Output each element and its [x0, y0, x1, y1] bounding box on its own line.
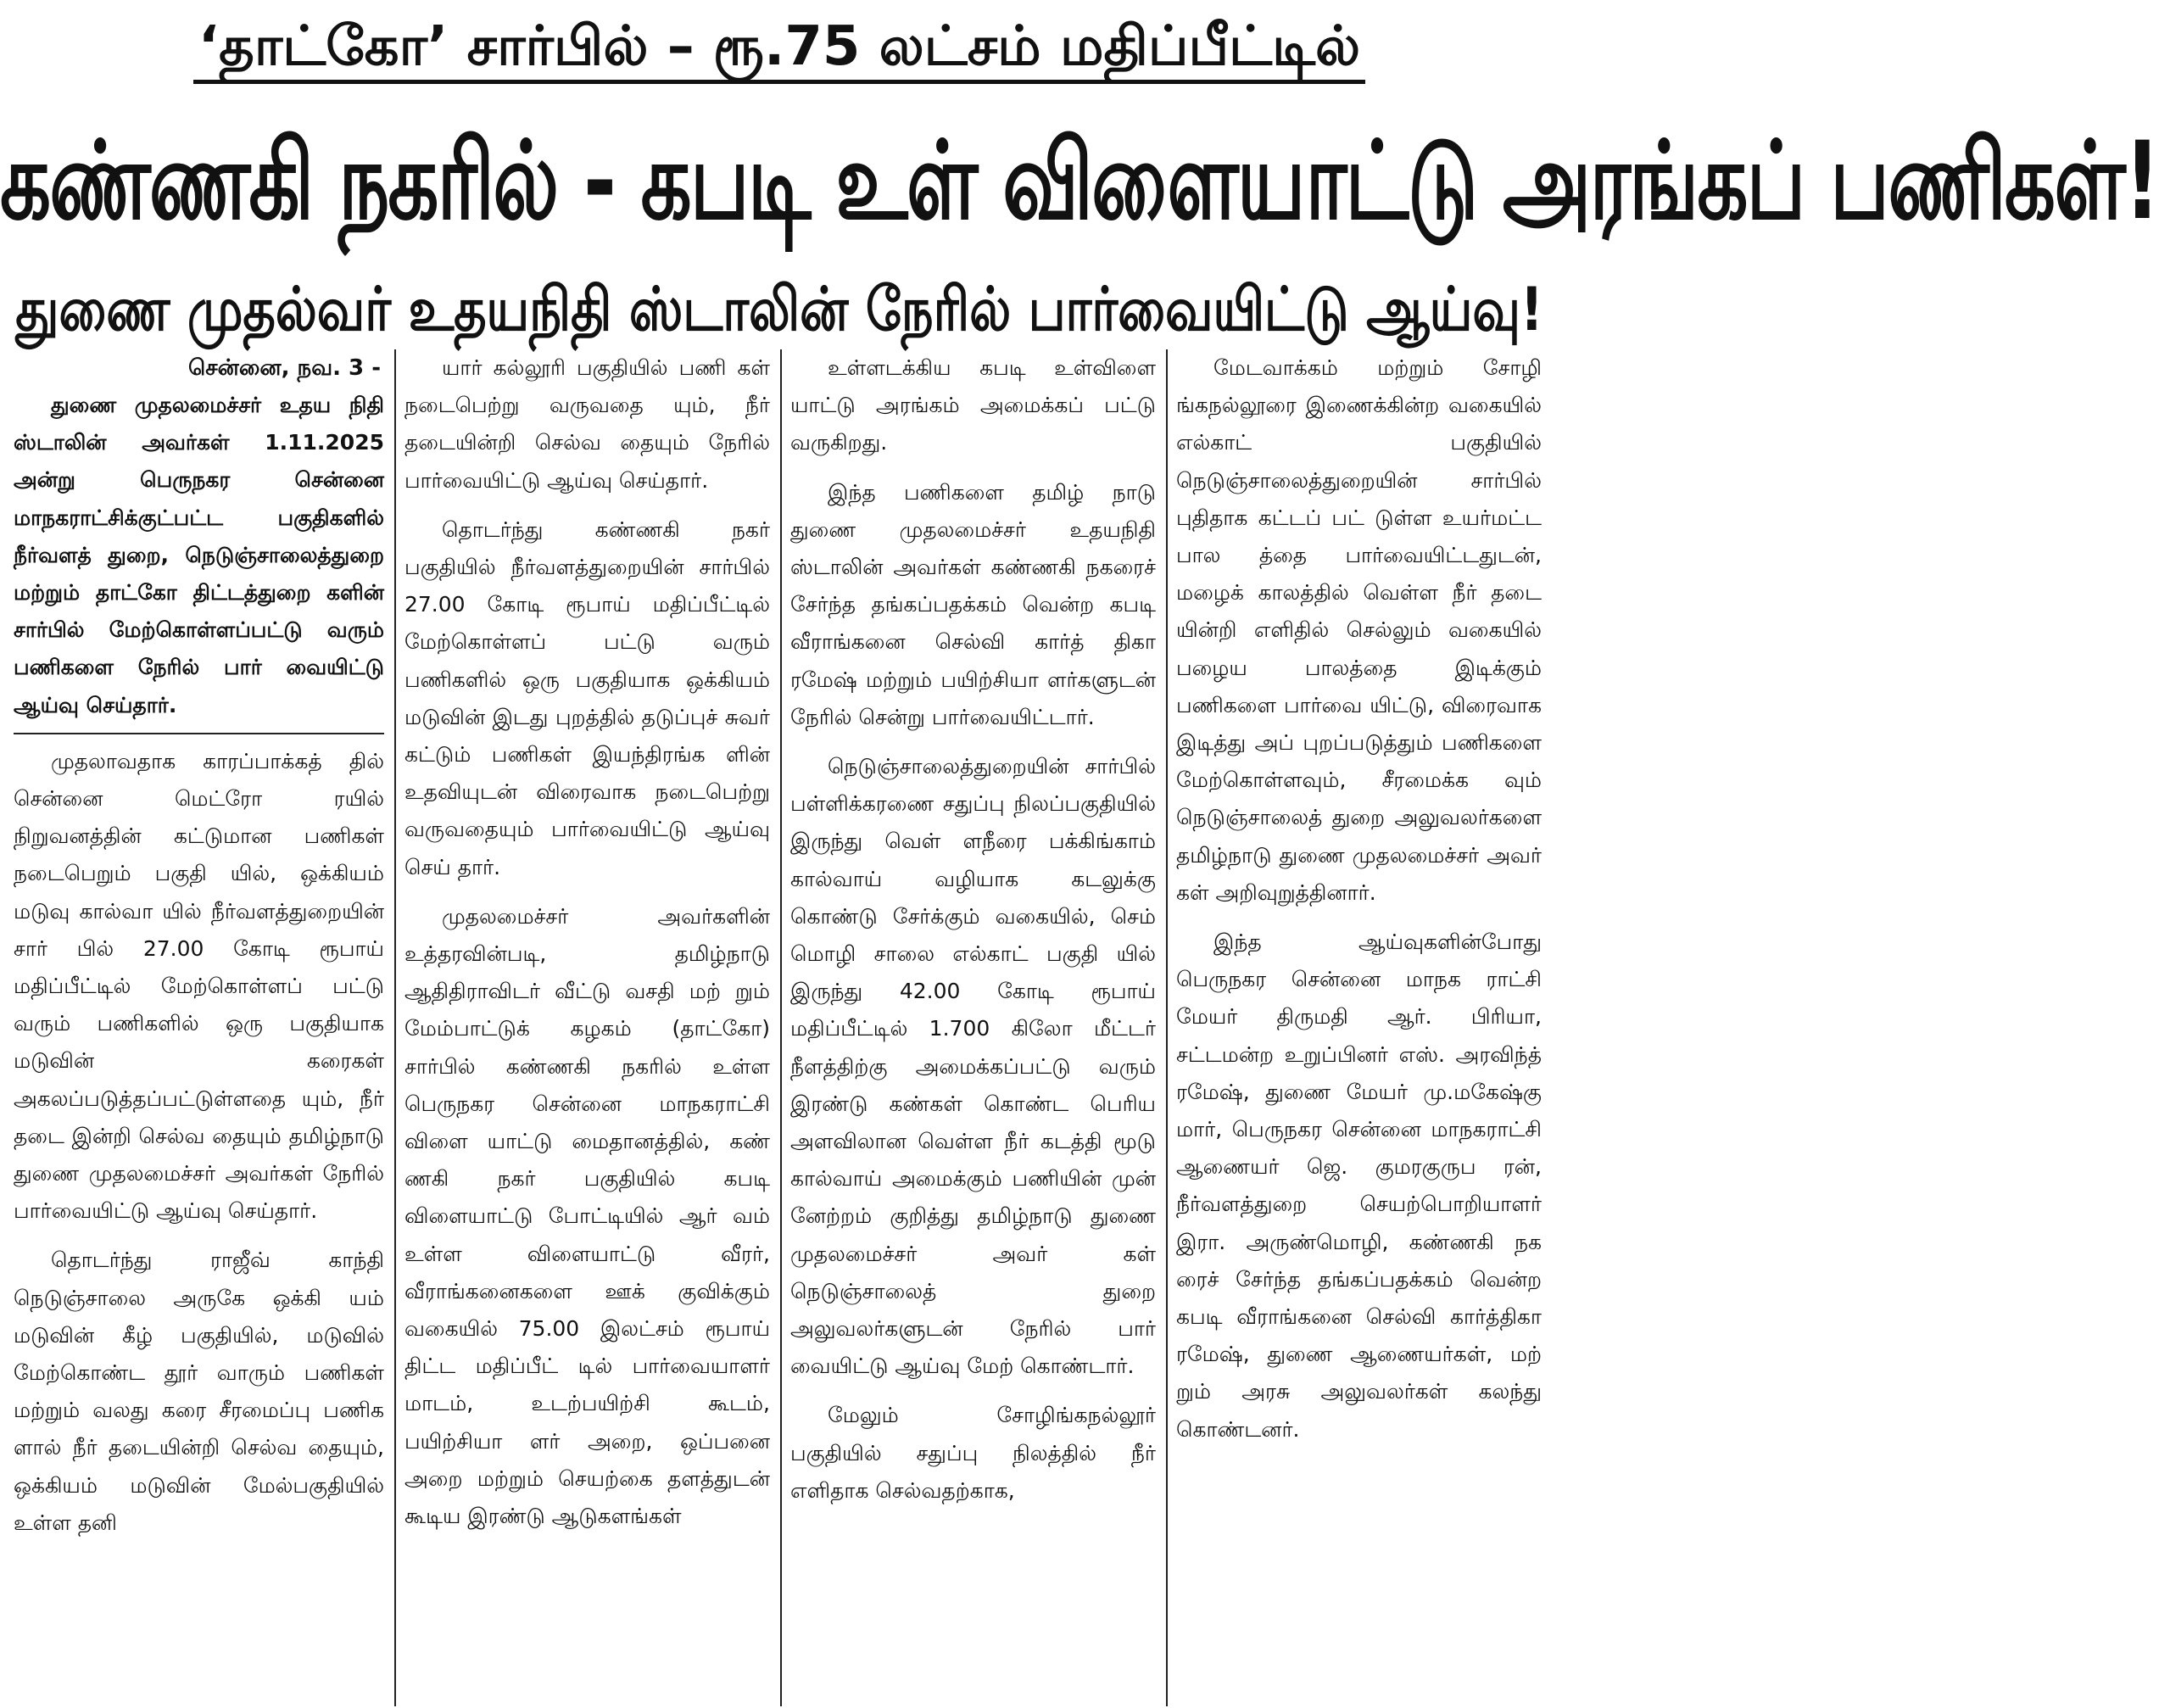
paragraph: முதலமைச்சர் அவர்களின் உத்தரவின்படி, தமிழ்நாடு ஆதிதிராவிடர் வீட்டு வசதி மற் றும் மேம்பாட்டுக் கழகம் (தாட்கோ) சார்பில் கண்ணகி நகரில் உள்ள பெருநகர சென்னை மாநகராட்சி விளை யாட்டு மைதானத்தில், கண் ணகி நகர் பகுதியில் கபடி விளையாட்டு போட்டியில் ஆர் வம் உள்ள விளையாட்டு வீரர், வீராங்கனைகளை ஊக் குவிக்கும் வகையில் 75.00 இலட்சம் ரூபாய் திட்ட மதிப்பீட் டில் பார்வையாளர் மாடம், உடற்பயிற்சி கூடம், பயிற்சியா ளர் அறை, ஒப்பனை அறை மற்றும் செயற்கை தளத்துடன் கூடிய இரண்டு ஆடுகளங்கள் [404, 903, 770, 1529]
paragraph: இந்த பணிகளை தமிழ் நாடு துணை முதலமைச்சர் உதயநிதி ஸ்டாலின் அவர்கள் கண்ணகி நகரைச் சேர்ந்த தங்கப்பதக்கம் வென்ற கபடி வீராங்கனை செல்வி கார்த் திகா ரமேஷ் மற்றும் பயிற்சியா ளர்களுடன் நேரில் சென்று பார்வையிட்டார். [790, 479, 1156, 729]
main-headline: கண்ணகி நகரில் - கபடி உள் விளையாட்டு அரங்கப் பணிகள்! [0, 119, 2159, 244]
kicker-text: ‘தாட்கோ’ சார்பில் – ரூ.75 லட்சம் மதிப்பீட்டில் [193, 15, 1365, 84]
dateline: சென்னை, நவ. 3 - [187, 355, 381, 381]
paragraph: தொடர்ந்து கண்ணகி நகர் பகுதியில் நீர்வளத்துறையின் சார்பில் 27.00 கோடி ரூபாய் மதிப்பீட்டில் மேற்கொள்ளப் பட்டு வரும் பணிகளில் ஒரு பகுதியாக ஒக்கியம் மடுவின் இடது புறத்தில் தடுப்புச் சுவர் கட்டும் பணிகள் இயந்திரங்க ளின் உதவியுடன் விரைவாக நடைபெற்று வருவதையும் பார்வையிட்டு ஆய்வு செய் தார். [404, 516, 770, 879]
paragraph: தொடர்ந்து ராஜீவ் காந்தி நெடுஞ்சாலை அருகே ஒக்கி யம் மடுவின் கீழ் பகுதியில், மடுவில் மேற்கொண்ட தூர் வாரும் பணிகள் மற்றும் வலது கரை சீரமைப்பு பணிக ளால் நீர் தடையின்றி செல்வ தையும், ஒக்கியம் மடுவின் மேல்பகுதியில் உள்ள தனி [14, 1248, 384, 1535]
column-4 [1166, 349, 1550, 1706]
paragraph: யார் கல்லூரி பகுதியில் பணி கள் நடைபெற்று வருவதை யும், நீர் தடையின்றி செல்வ தையும் நேரில் பார்வையிட்டு ஆய்வு செய்தார். [404, 355, 770, 493]
lead-block [14, 349, 384, 734]
lead-paragraph: துணை முதலமைச்சர் உதய நிதி ஸ்டாலின் அவர்கள் 1.11.2025 அன்று பெருநகர சென்னை மாநகராட்சிக்குட்பட்ட பகுதிகளில் நீர்வளத் துறை, நெடுஞ்சாலைத்துறை மற்றும் தாட்கோ திட்டத்துறை களின் சார்பில் மேற்கொள்ளப்பட்டு வரும் பணிகளை நேரில் பார் வையிட்டு ஆய்வு செய்தார். [14, 393, 384, 717]
paragraph: உள்ளடக்கிய கபடி உள்விளை யாட்டு அரங்கம் அமைக்கப் பட்டு வருகிறது. [790, 355, 1156, 455]
column-1 [8, 349, 393, 1706]
column-3 [780, 349, 1164, 1706]
paragraph: இந்த ஆய்வுகளின்போது பெருநகர சென்னை மாநக ராட்சி மேயர் திருமதி ஆர். பிரியா, சட்டமன்ற உறுப்பினர் எஸ். அரவிந்த் ரமேஷ், துணை மேயர் மு.மகேஷ்கு மார், பெருநகர சென்னை மாநகராட்சி ஆணையர் ஜெ. குமரகுருப ரன், நீர்வளத்துறை செயற்பொறியாளர் இரா. அருண்மொழி, கண்ணகி நக ரைச் சேர்ந்த தங்கப்பதக்கம் வென்ற கபடி வீராங்கனை செல்வி கார்த்திகா ரமேஷ், துணை ஆணையர்கள், மற் றும் அரசு அலுவலர்கள் கலந்து கொண்டனர். [1176, 929, 1542, 1442]
column-2 [394, 349, 778, 1706]
kicker-headline [0, 10, 1559, 83]
article-body [8, 349, 1550, 1706]
paragraph: மேலும் சோழிங்கநல்லூர் பகுதியில் சதுப்பு நிலத்தில் நீர் எளிதாக செல்வதற்காக, [790, 1403, 1156, 1503]
sub-headline: துணை முதல்வர் உதயநிதி ஸ்டாலின் நேரில் பார்வையிட்டு ஆய்வு! [15, 274, 1543, 344]
paragraph: நெடுஞ்சாலைத்துறையின் சார்பில் பள்ளிக்கரணை சதுப்பு நிலப்பகுதியில் இருந்து வெள் ளநீரை பக்கிங்காம் கால்வாய் வழியாக கடலுக்கு கொண்டு சேர்க்கும் வகையில், செம் மொழி சாலை எல்காட் பகுதி யில் இருந்து 42.00 கோடி ரூபாய் மதிப்பீட்டில் 1.700 கிலோ மீட்டர் நீளத்திற்கு அமைக்கப்பட்டு வரும் இரண்டு கண்கள் கொண்ட பெரிய அளவிலான வெள்ள நீர் கடத்தி மூடு கால்வாய் அமைக்கும் பணியின் முன் னேற்றம் குறித்து தமிழ்நாடு துணை முதலமைச்சர் அவர் கள் நெடுஞ்சாலைத் துறை அலுவலர்களுடன் நேரில் பார் வையிட்டு ஆய்வு மேற் கொண்டார். [790, 754, 1156, 1379]
paragraph: மேடவாக்கம் மற்றும் சோழி ங்கநல்லூரை இணைக்கின்ற வகையில் எல்காட் பகுதியில் நெடுஞ்சாலைத்துறையின் சார்பில் புதிதாக கட்டப் பட் டுள்ள உயர்மட்ட பால த்தை பார்வையிட்டதுடன், மழைக் காலத்தில் வெள்ள நீர் தடை யின்றி எளிதில் செல்லும் வகையில் பழைய பாலத்தை இடிக்கும் பணிகளை பார்வை யிட்டு, விரைவாக இடித்து அப் புறப்படுத்தும் பணிகளை மேற்கொள்ளவும், சீரமைக்க வும் நெடுஞ்சாலைத் துறை அலுவலர்களை தமிழ்நாடு துணை முதலமைச்சர் அவர் கள் அறிவுறுத்தினார். [1176, 355, 1542, 905]
paragraph: முதலாவதாக காரப்பாக்கத் தில் சென்னை மெட்ரோ ரயில் நிறுவனத்தின் கட்டுமான பணிகள் நடைபெறும் பகுதி யில், ஒக்கியம் மடுவு கால்வா யில் நீர்வளத்துறையின் சார் பில் 27.00 கோடி ரூபாய் மதிப்பீட்டில் மேற்கொள்ளப் பட்டு வரும் பணிகளில் ஒரு பகுதியாக மடுவின் கரைகள் அகலப்படுத்தப்பட்டுள்ளதை யும், நீர் தடை இன்றி செல்வ தையும் தமிழ்நாடு துணை முதலமைச்சர் அவர்கள் நேரில் பார்வையிட்டு ஆய்வு செய்தார். [14, 748, 384, 1224]
